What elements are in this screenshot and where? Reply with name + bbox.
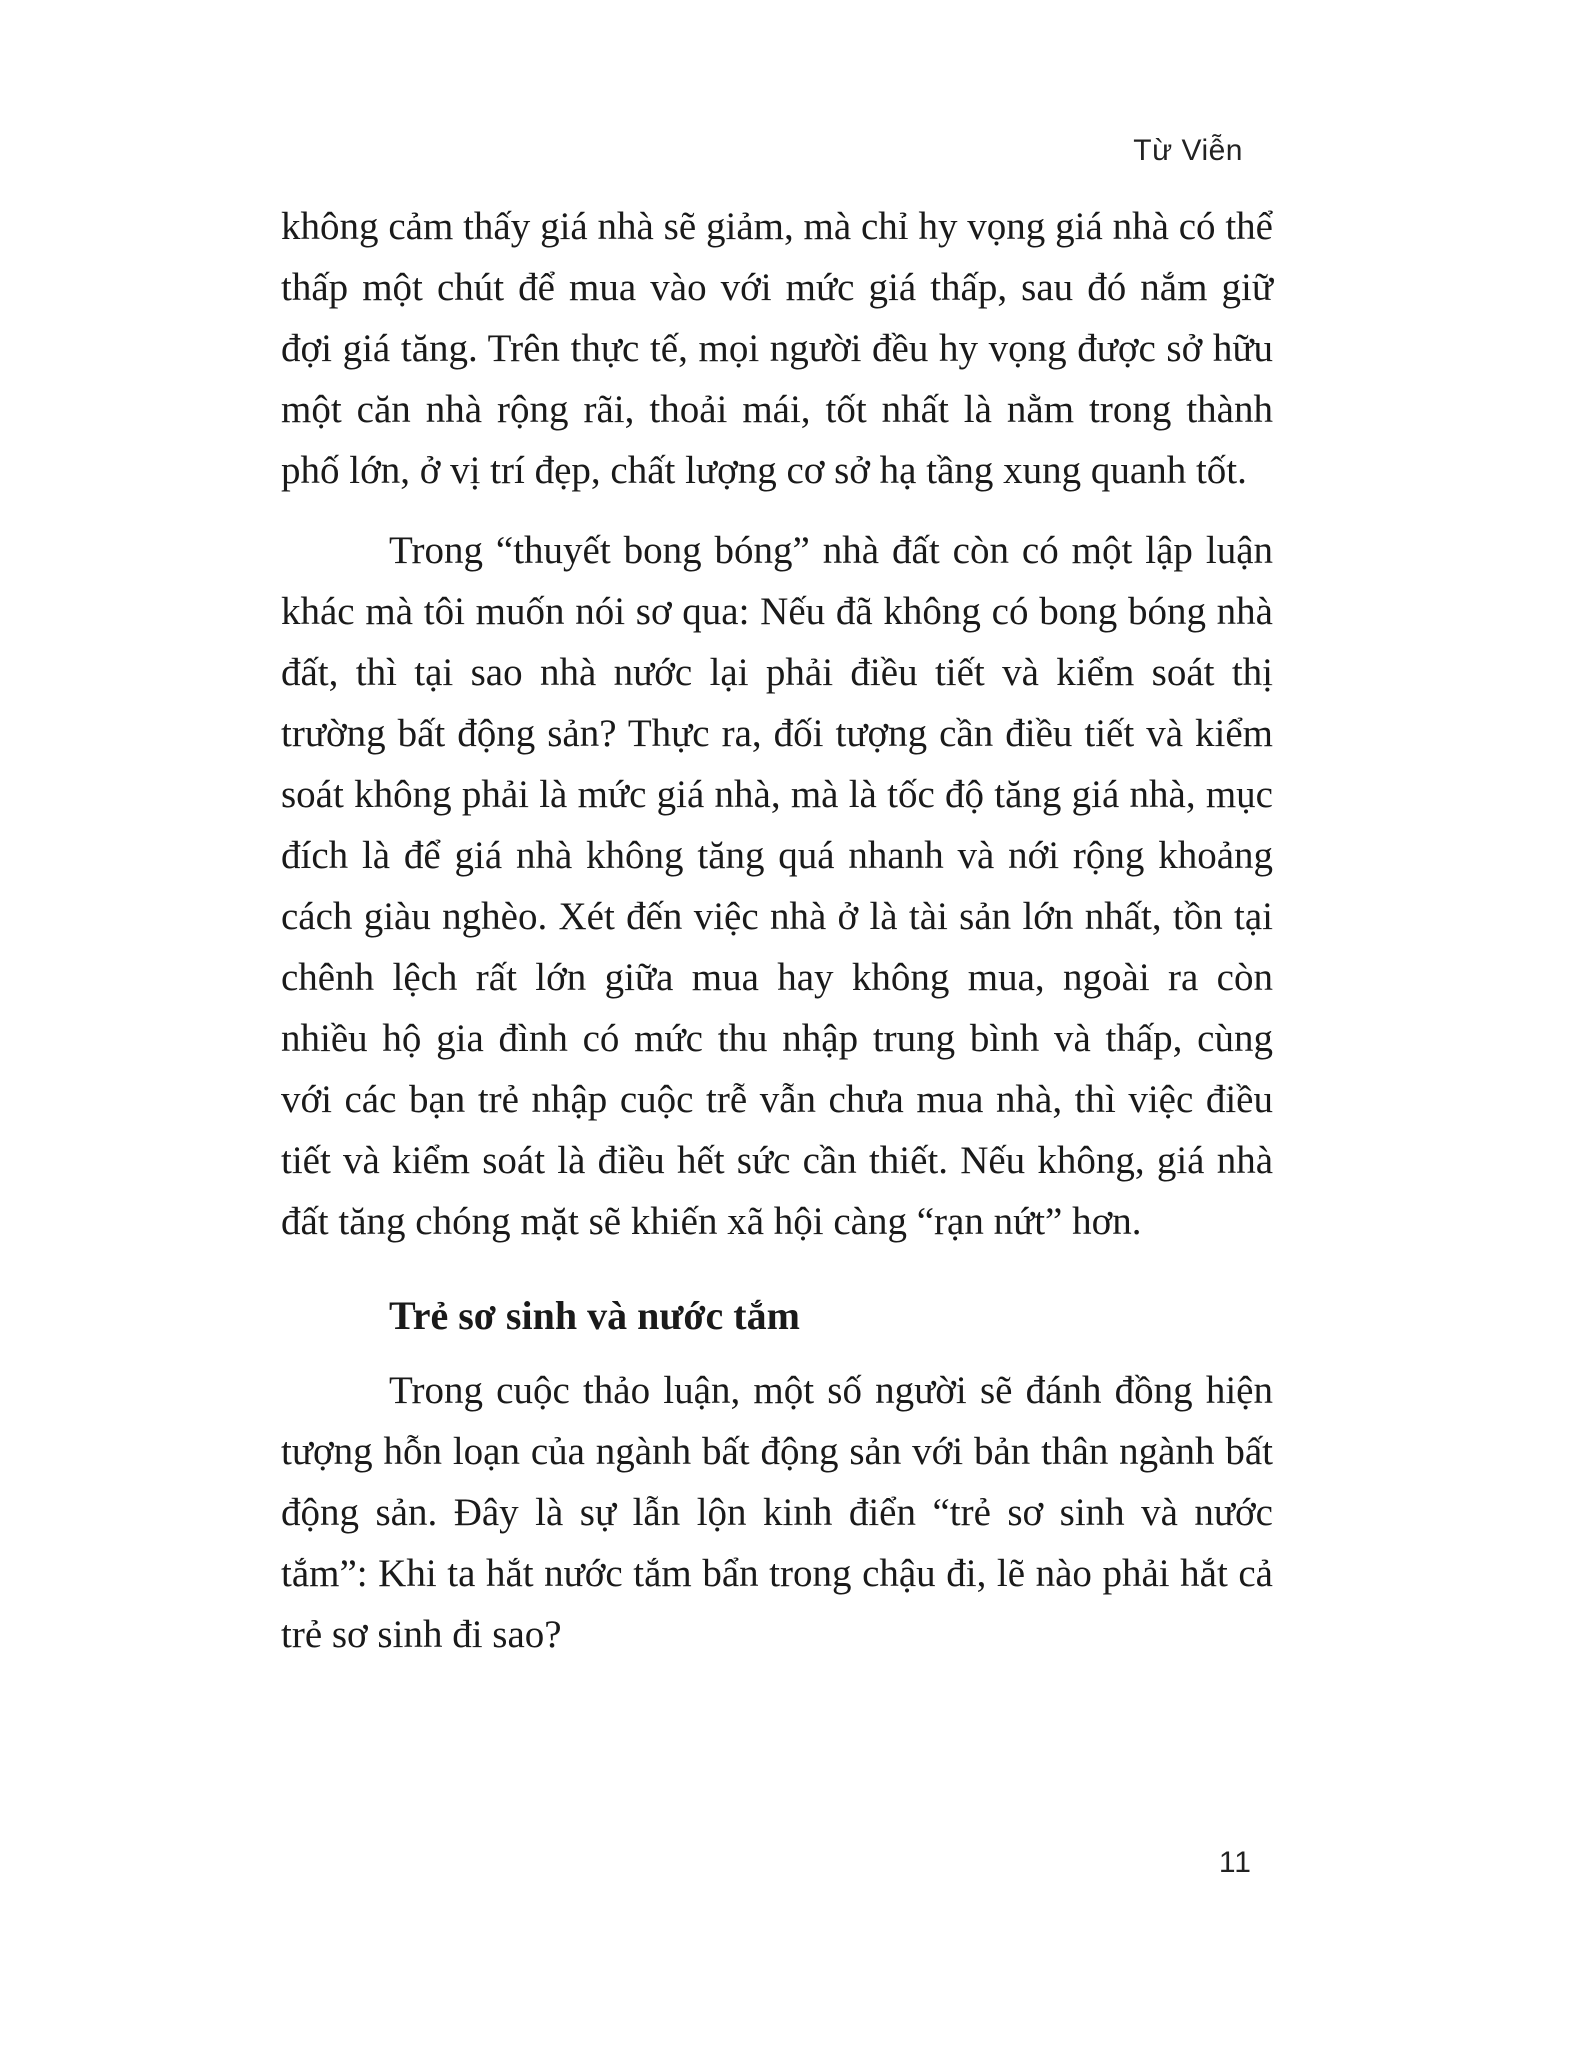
section-heading: Trẻ sơ sinh và nước tắm — [389, 1293, 800, 1338]
body-paragraph-continuation: không cảm thấy giá nhà sẽ giảm, mà chỉ hy vọng giá nhà có thể thấp một chút để mua vào với mức giá thấp, sau đó nắm giữ đợi giá tăng. Trên thực tế, mọi người đều hy vọng được sở hữu một căn nhà rộng rãi, thoải mái, tốt nhất là nằm trong thành phố lớn, ở vị trí đẹp, chất lượng cơ sở hạ tầng xung quanh tốt. — [281, 205, 1273, 492]
text-block — [281, 196, 1273, 1684]
running-head-author: Từ Viễn — [1133, 134, 1243, 167]
body-paragraph: Trong cuộc thảo luận, một số người sẽ đánh đồng hiện tượng hỗn loạn của ngành bất động sản với bản thân ngành bất động sản. Đây là sự lẫn lộn kinh điển “trẻ sơ sinh và nước tắm”: Khi ta hắt nước tắm bẩn trong chậu đi, lẽ nào phải hắt cả trẻ sơ sinh đi sao? — [281, 1369, 1273, 1656]
page-number: 11 — [1218, 1846, 1252, 1879]
body-paragraph: Trong “thuyết bong bóng” nhà đất còn có một lập luận khác mà tôi muốn nói sơ qua: Nếu đã không có bong bóng nhà đất, thì tại sao nhà nước lại phải điều tiết và kiểm soát thị trường bất động sản? Thực ra, đối tượng cần điều tiết và kiểm soát không phải là mức giá nhà, mà là tốc độ tăng giá nhà, mục đích là để giá nhà không tăng quá nhanh và nới rộng khoảng cách giàu nghèo. Xét đến việc nhà ở là tài sản lớn nhất, tồn tại chênh lệch rất lớn giữa mua hay không mua, ngoài ra còn nhiều hộ gia đình có mức thu nhập trung bình và thấp, cùng với các bạn trẻ nhập cuộc trễ vẫn chưa mua nhà, thì việc điều tiết và kiểm soát là điều hết sức cần thiết. Nếu không, giá nhà đất tăng chóng mặt sẽ khiến xã hội càng “rạn nứt” hơn. — [281, 529, 1273, 1243]
